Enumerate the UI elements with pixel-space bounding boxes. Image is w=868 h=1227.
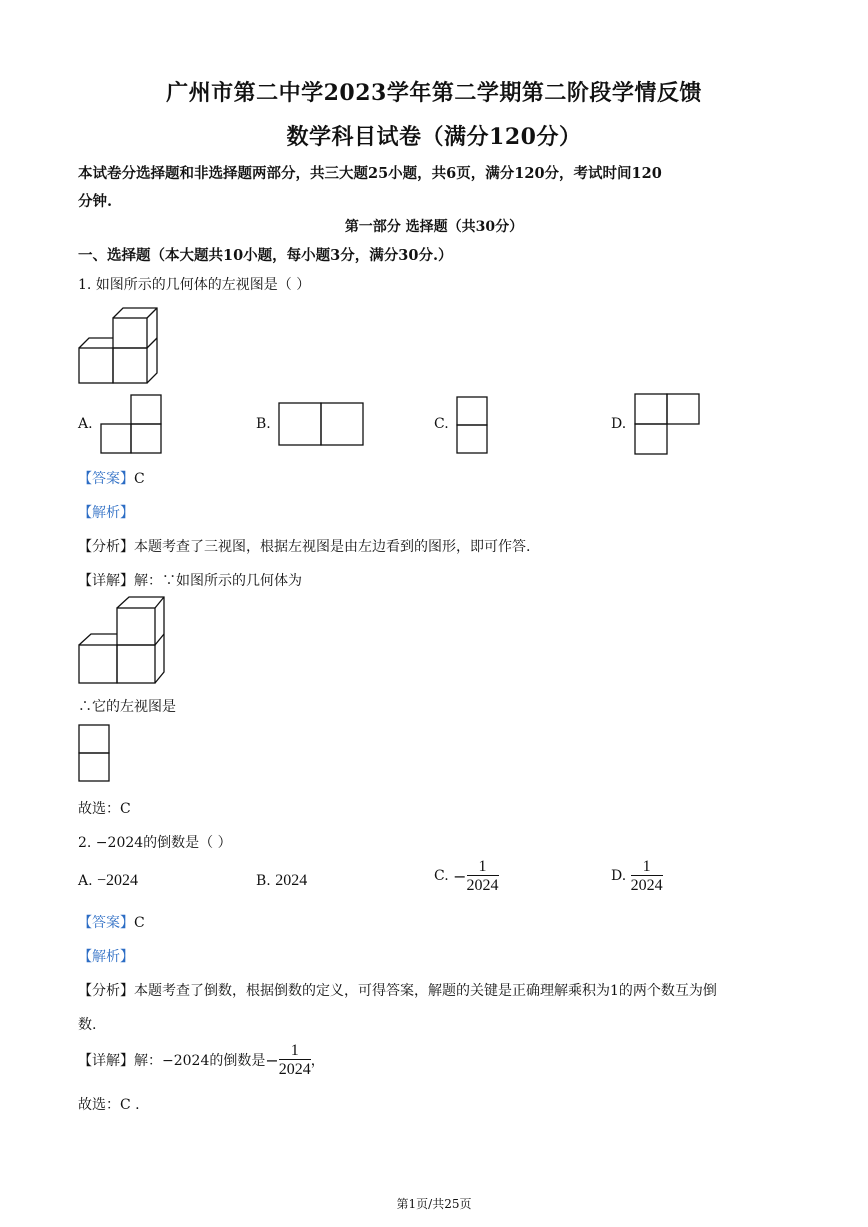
q1-fenxi-tag: 【分析】 (78, 539, 134, 555)
q1-solution-solid-figure (78, 596, 166, 686)
page-footer: 第1页/共25页 (396, 1197, 472, 1211)
q2-fenxi-line2: 数. (78, 1017, 97, 1033)
q1-solid-figure (78, 306, 158, 386)
q2-option-d-fraction (631, 858, 663, 894)
q1-choose: 故选：C (78, 801, 131, 817)
q2-option-d (611, 858, 663, 894)
q2-xiangjie-post: ， (310, 1053, 325, 1069)
q1-xiangjie-text: 解：∵如图所示的几何体为 (134, 573, 302, 589)
q1-answer-value: C (134, 471, 145, 487)
q2-xiangjie-numerator: 1 (290, 1042, 299, 1059)
q2-option-c (434, 858, 499, 894)
q2-fenxi-tag: 【分析】 (78, 983, 134, 999)
q2-option-d-label: D. (611, 868, 627, 884)
q2-option-c-label: C. (434, 868, 449, 884)
q2-answer-value: C (134, 915, 145, 931)
q2-option-d-numerator: 1 (642, 858, 651, 875)
q2-option-b-label: B. (256, 873, 271, 889)
q1-fenxi (78, 536, 530, 556)
q2-option-c-numerator: 1 (478, 858, 487, 875)
q1-option-d-figure (634, 393, 700, 455)
q1-xiangjie (78, 570, 302, 590)
q1-analysis-tag: 【解析】 (78, 505, 134, 521)
exam-title-line2: 数学科目试卷（满分120分） (286, 124, 582, 150)
q2-option-a-label: A. (78, 873, 93, 889)
q2-answer-tag: 【答案】 (78, 915, 134, 931)
q1-conclusion: ∴它的左视图是 (78, 699, 176, 715)
q1-option-b-label: B. (256, 416, 271, 432)
part-heading: 第一部分 选择题（共30分） (344, 219, 524, 235)
q2-xiangjie-fraction (279, 1042, 311, 1078)
q2-choose: 故选：C . (78, 1097, 140, 1113)
q2-option-b (256, 872, 307, 890)
q1-answer-tag: 【答案】 (78, 471, 134, 487)
q1-stem: 1. 如图所示的几何体的左视图是（ ） (78, 277, 311, 293)
q2-option-a-value: −2024 (97, 872, 139, 889)
q2-stem: 2. −2024的倒数是（ ） (78, 835, 232, 851)
q1-option-c-label: C. (434, 416, 449, 432)
q2-option-c-denominator: 2024 (466, 877, 499, 894)
q2-xiangjie-tag: 【详解】 (78, 1053, 134, 1069)
q2-xiangjie-denominator: 2024 (278, 1061, 311, 1078)
q2-fenxi-text: 本题考查了倒数，根据倒数的定义，可得答案，解题的关键是正确理解乘积为1的两个数互为倒 (134, 983, 717, 999)
q1-option-b-figure (278, 402, 364, 446)
q1-fenxi-text: 本题考查了三视图，根据左视图是由左边看到的图形，即可作答. (134, 539, 531, 555)
exam-intro-line2: 分钟. (78, 193, 113, 210)
q1-xiangjie-tag: 【详解】 (78, 573, 134, 589)
q2-answer (78, 912, 145, 932)
q1-option-a-label: A. (78, 416, 93, 432)
q1-solution-left-view (78, 724, 110, 782)
q2-option-d-denominator: 2024 (630, 877, 663, 894)
q1-option-a-figure (100, 394, 162, 454)
q2-option-c-fraction (467, 858, 499, 894)
q2-option-b-value: 2024 (275, 872, 308, 889)
q2-xiangjie-sign: − (265, 1050, 279, 1070)
exam-intro-line1: 本试卷分选择题和非选择题两部分，共三大题25小题，共6页，满分120分，考试时间120 (78, 165, 662, 182)
q2-option-c-sign: − (453, 866, 467, 886)
q1-answer (78, 468, 145, 488)
q2-analysis-tag: 【解析】 (78, 949, 134, 965)
exam-title-line1: 广州市第二中学2023学年第二学期第二阶段学情反馈 (166, 80, 702, 106)
q1-option-c-figure (456, 396, 488, 454)
q2-fenxi (78, 980, 717, 1000)
q2-option-a (78, 872, 138, 890)
q2-xiangjie (78, 1042, 325, 1078)
q2-xiangjie-text: 解：−2024的倒数是 (134, 1053, 266, 1069)
q1-option-d-label: D. (611, 416, 627, 432)
section-heading: 一、选择题（本大题共10小题，每小题3分，满分30分.） (78, 247, 453, 264)
